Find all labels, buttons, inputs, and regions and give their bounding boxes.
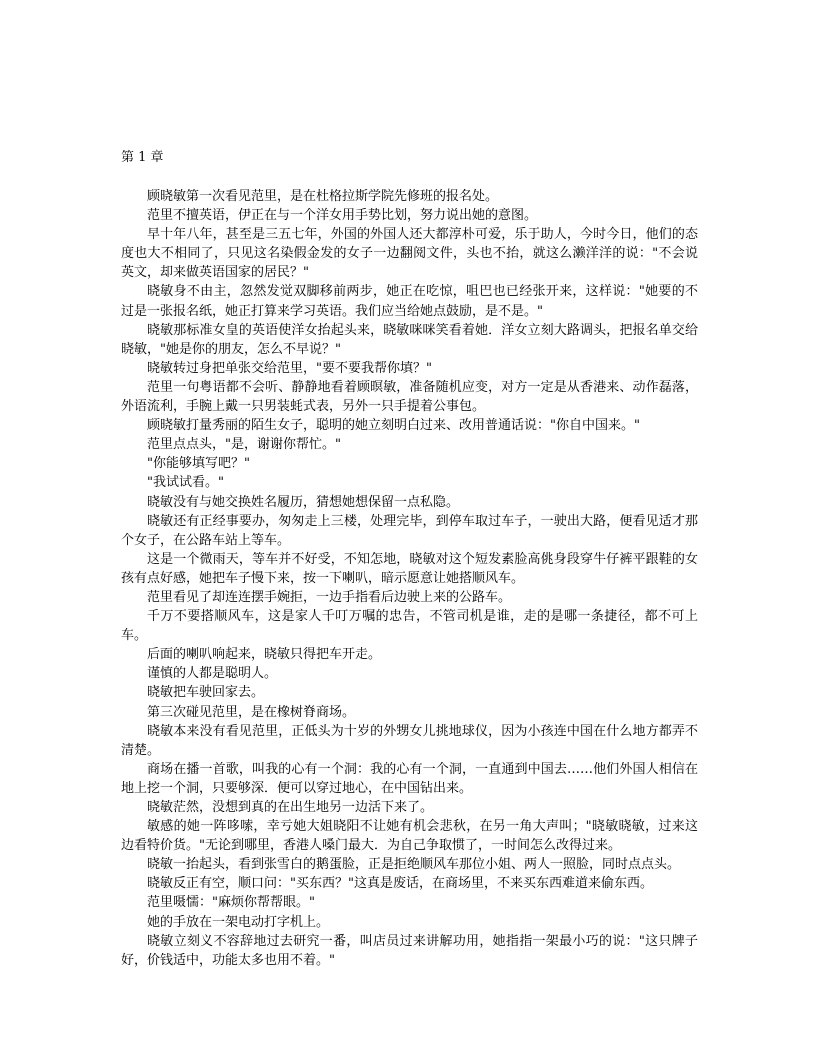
paragraph: 晓敏立刻义不容辞地过去研究一番，叫店员过来讲解功用，她指指一架最小巧的说："这只牌子好，价钱适中，功能太多也用不着。"	[121, 933, 698, 968]
paragraph: 这是一个微雨天，等车并不好受，不知怎地，晓敏对这个短发素脸高佻身段穿牛仔裤平跟鞋的女孩有点好感，她把车子慢下来，按一下喇叭，暗示愿意让她搭顺风车。	[121, 551, 698, 586]
paragraph: 她的手放在一架电动打字机上。	[147, 914, 330, 930]
paragraph: 晓敏还有正经事要办，匆匆走上三楼，处理完毕，到停车取过车子，一驶出大路，便看见适才那个女子，在公路车站上等车。	[121, 513, 698, 548]
paragraph: 晓敏反正有空，顺口问："买东西？"这真是废话，在商场里，不来买东西难道来偷东西。	[147, 876, 653, 892]
paragraph: 晓敏一抬起头，看到张雪白的鹅蛋脸，正是拒绝顺风车那位小姐、两人一照脸，同时点点头。	[147, 857, 681, 873]
paragraph: 晓敏本来没有看见范里，正低头为十岁的外甥女儿挑地球仪，因为小孩连中国在什么地方都弄不清楚。	[121, 723, 698, 758]
paragraph: 晓敏身不由主，忽然发觉双脚移前两步，她正在吃惊，咀巴也已经张开来，这样说："她要的不过是一张报名纸，她正打算来学习英语。我们应当给她点鼓励，是不是。"	[121, 284, 698, 319]
paragraph: 晓敏转过身把单张交给范里，"要不要我帮你填？"	[147, 360, 432, 376]
paragraph: 商场在播一首歌，叫我的心有一个洞：我的心有一个洞，一直通到中国去……他们外国人相信在地上挖一个洞，只要够深．便可以穿过地心，在中国钻出来。	[121, 761, 698, 796]
paragraph: 范里嗫懦："麻烦你帮帮眼。"	[147, 895, 315, 911]
paragraph: 千万不要搭顺风车，这是家人千叮万嘱的忠告，不管司机是谁，走的是哪一条捷径，都不可上车。	[121, 609, 698, 644]
paragraph: 范里一句粤语都不会听、静静地看着顾暝敏，准备随机应变，对方一定是从香港来、动作磊落，外语流利，手腕上戴一只男装蚝式表，另外一只手提着公事包。	[121, 379, 698, 415]
paragraph: 晓敏茫然，没想到真的在出生地另一边活下来了。	[147, 800, 434, 815]
paragraph: 范里不擅英语，伊正在与一个洋女用手势比划，努力说出她的意图。	[147, 208, 538, 224]
paragraph: 第三次碰见范里，是在橡树脊商场。	[147, 704, 356, 720]
paragraph: 顾晓敏打量秀丽的陌生女子，聪明的她立刻明白过来、改用普通话说："你自中国来。"	[147, 418, 640, 434]
paragraph: 晓敏没有与她交换姓名履历，猜想她想保留一点私隐。	[147, 494, 460, 510]
paragraph: 范里看见了却连连摆手婉拒，一边手指看后边驶上来的公路车。	[147, 589, 512, 605]
paragraph: 晓敏那标准女皇的英语使洋女抬起头来，晓敏咪咪笑看着她．洋女立刻大路调头，把报名单交给晓敏，"她是你的朋友，怎么不早说？"	[121, 322, 698, 357]
chapter-body	[121, 187, 698, 970]
paragraph: 谨慎的人都是聪明人。	[147, 666, 278, 682]
paragraph: 晓敏把车驶回家去。	[147, 685, 265, 701]
paragraph: 范里点点头，"是，谢谢你帮忙。"	[147, 437, 341, 453]
paragraph: 后面的喇叭响起来，晓敏只得把车开走。	[147, 647, 382, 663]
paragraph: 敏感的她一阵哆嗦，幸亏她大姐晓阳不让她有机会悲秋，在另一角大声叫；"晓敏晓敏，过来这边看特价货。"无论到哪里，香港人嗓门最大．为自己争取惯了，一时间怎么改得过来。	[121, 819, 698, 854]
paragraph: "你能够填写吧？"	[147, 456, 250, 472]
paragraph: 顾晓敏第一次看见范里，是在杜格拉斯学院先修班的报名处。	[147, 189, 499, 204]
chapter-title: 第 1 章	[121, 150, 164, 165]
paragraph: "我试试看。"	[147, 475, 224, 491]
paragraph: 早十年八年，甚至是三五七年，外国的外国人还大都淳朴可爱，乐于助人，今时今日，他们的态度也大不相同了，只见这名染假金发的女子一边翻阅文件，头也不抬，就这么濑洋洋的说："不会说英文，却来做英语国家的居民？"	[121, 227, 698, 281]
